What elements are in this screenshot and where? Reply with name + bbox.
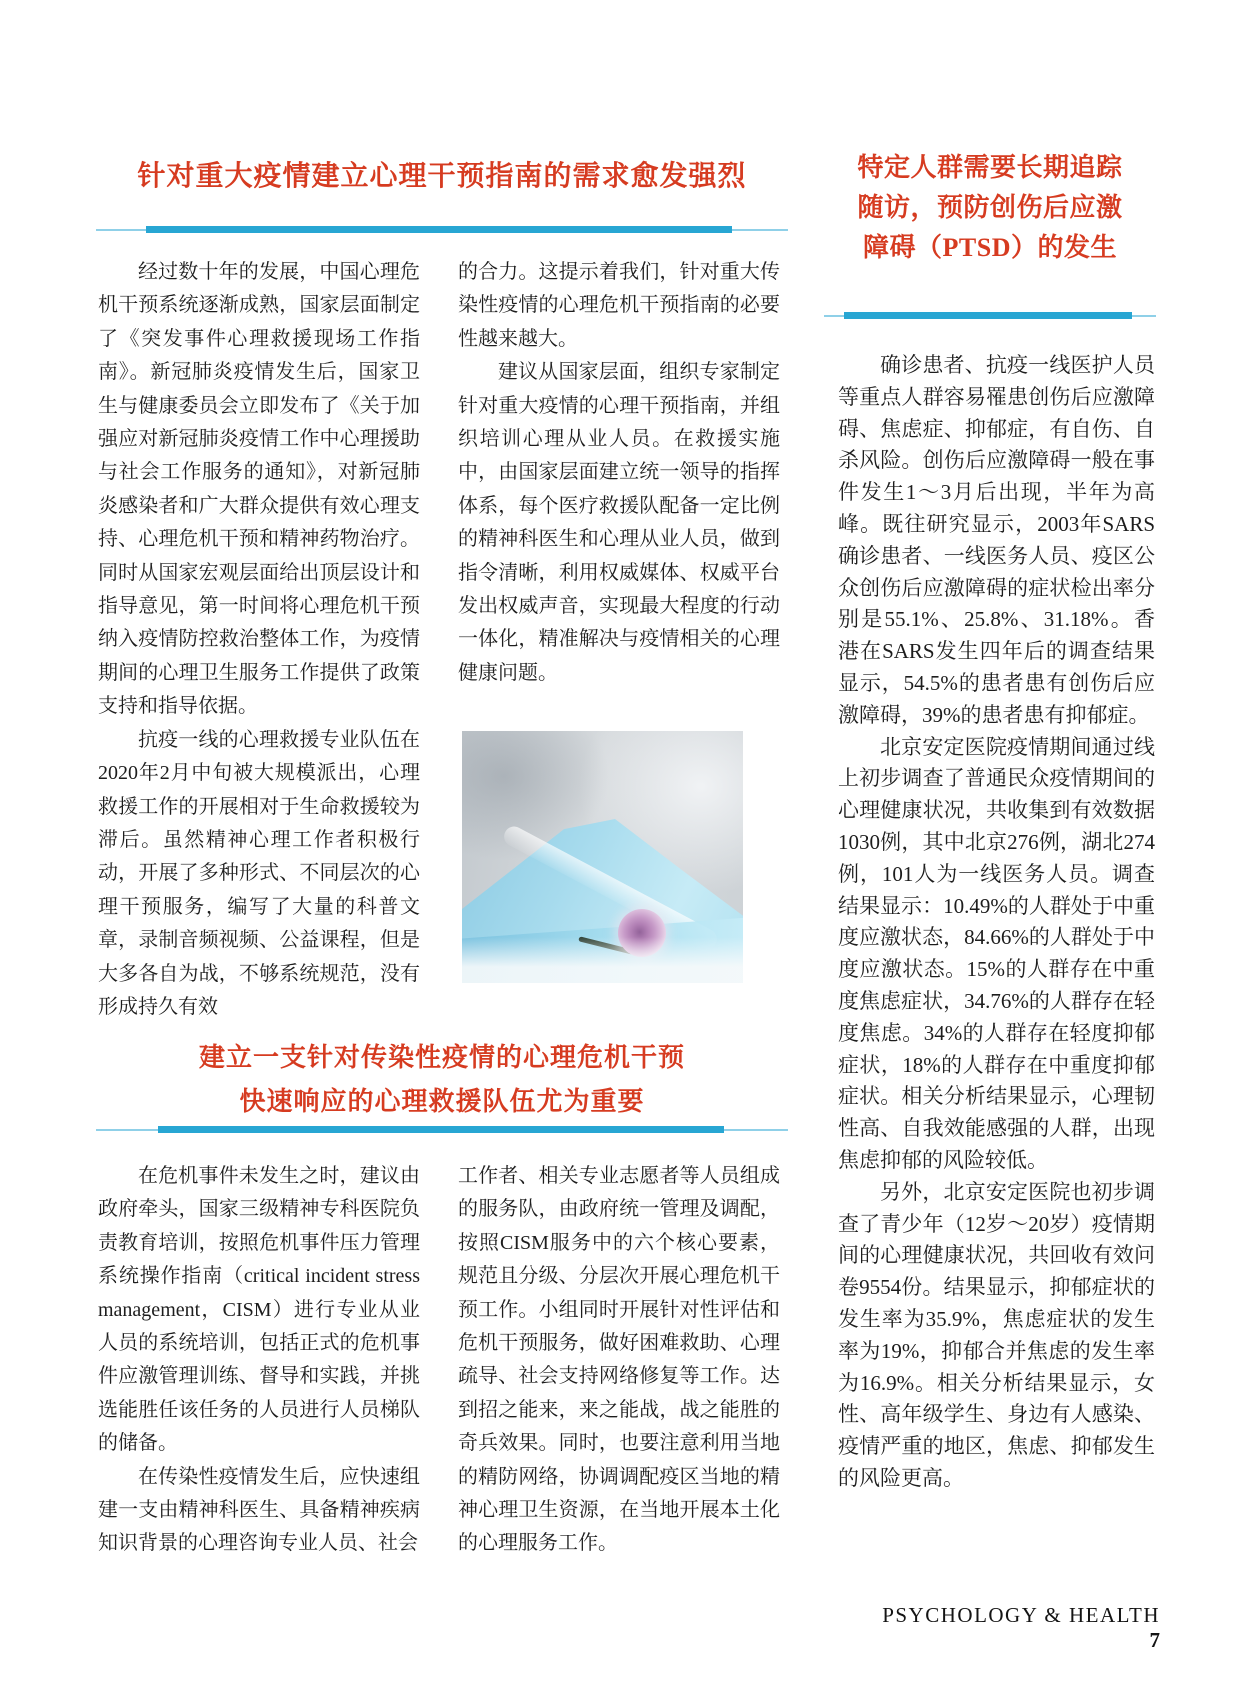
- paragraph: 抗疫一线的心理救援专业队伍在2020年2月中旬被大规模派出，心理救援工作的开展相对于生命救援较为滞后。虽然精神心理工作者积极行动，开展了多种形式、不同层次的心理干预服务，编写了大量的科普文章，录制音频视频、公益课程，但是大多各自为战，不够系统规范，没有形成持久有效: [98, 728, 420, 1018]
- divider-thick-line: [844, 312, 1132, 319]
- section-divider-rule: [96, 1126, 788, 1134]
- divider-thick-line: [146, 226, 732, 233]
- section-title-ptsd: [822, 148, 1158, 268]
- section-divider-rule: [824, 312, 1156, 320]
- page-number: 7: [1149, 1628, 1160, 1652]
- title-line: 建立一支针对传染性疫情的心理危机干预: [198, 1043, 685, 1072]
- paragraph: 工作者、相关专业志愿者等人员组成的服务队，由政府统一管理及调配，按照CISM服务中的六个核心要素，规范且分级、分层次开展心理危机干预工作。小组同时开展针对性评估和危机干预服务，做好困难救助、心理疏导、社会支持网络修复等工作。达到招之能来，来之能战，战之能胜的奇兵效果。同时，也要注意利用当地的精防网络，协调调配疫区当地的精神心理卫生资源，在当地开展本土化的心理服务工作。: [458, 1165, 780, 1555]
- team-column-1: [98, 1160, 420, 1561]
- guideline-column-1: [98, 256, 420, 1024]
- section-title-team: [96, 1036, 788, 1124]
- section-title-guideline: 针对重大疫情建立心理干预指南的需求愈发强烈: [137, 161, 747, 192]
- paragraph: 建议从国家层面，组织专家制定针对重大疫情的心理干预指南，并组织培训心理从业人员。在救援实施中，由国家层面建立统一领导的指挥体系，每个医疗救援队配备一定比例的精神科医生和心理从业人员，做到指令清晰，利用权威媒体、权威平台发出权威声音，实现最大程度的行动一体化，精准解决与疫情相关的心理健康问题。: [458, 361, 780, 684]
- ptsd-column: [838, 350, 1155, 1495]
- title-line: 特定人群需要长期追踪: [857, 153, 1123, 182]
- page-footer: [860, 1603, 1160, 1653]
- title-line: 快速响应的心理救援队伍尤为重要: [239, 1087, 645, 1116]
- divider-thick-line: [158, 1126, 724, 1133]
- section-divider-rule: [96, 226, 788, 234]
- title-line: 障碍（PTSD）的发生: [863, 233, 1117, 262]
- paragraph: 北京安定医院疫情期间通过线上初步调查了普通民众疫情期间的心理健康状况，共收集到有效数据1030例，其中北京276例，湖北274例，101人为一线医务人员。调查结果显示：10.49%的人群处于中重度应激状态，84.66%的人群处于中度应激状态。15%的人群存在中重度焦虑症状，34.76%的人群存在轻度焦虑。34%的人群存在轻度抑郁症状，18%的人群存在中重度抑郁症状。相关分析结果显示，心理韧性高、自我效能感强的人群，出现焦虑抑郁的风险较低。: [838, 734, 1155, 1172]
- photo-foreground-blur: [462, 937, 743, 983]
- paragraph: 另外，北京安定医院也初步调查了青少年（12岁～20岁）疫情期间的心理健康状况，共回收有效问卷9554份。结果显示，抑郁症状的发生率为35.9%，焦虑症状的发生率为19%，抑郁合并焦虑的发生率为16.9%。相关分析结果显示，女性、高年级学生、身边有人感染、疫情严重的地区，焦虑、抑郁发生的风险更高。: [838, 1179, 1155, 1490]
- team-column-2: [458, 1160, 780, 1561]
- paragraph: 在传染性疫情发生后，应快速组建一支由精神科医生、具备精神疾病知识背景的心理咨询专业人员、社会: [98, 1465, 420, 1555]
- paragraph: 确诊患者、抗疫一线医护人员等重点人群容易罹患创伤后应激障碍、焦虑症、抑郁症，有自伤、自杀风险。创伤后应激障碍一般在事件发生1～3月后出现，半年为高峰。既往研究显示，2003年SARS确诊患者、一线医务人员、疫区公众创伤后应激障碍的症状检出率分别是55.1%、25.8%、31.18%。香港在SARS发生四年后的调查结果显示，54.5%的患者患有创伤后应激障碍，39%的患者患有抑郁症。: [838, 353, 1155, 727]
- paragraph: 的合力。这提示着我们，针对重大传染性疫情的心理危机干预指南的必要性越来越大。: [458, 261, 780, 350]
- paragraph: 在危机事件未发生之时，建议由政府牵头，国家三级精神专科医院负责教育培训，按照危机事件压力管理系统操作指南（critical incident stress management，CISM）进行专业从业人员的系统培训，包括正式的危机事件应激管理训练、督导和实践，并挑选能胜任该任务的人员进行人员梯队的储备。: [98, 1165, 420, 1455]
- guideline-column-2: [458, 256, 780, 690]
- mask-flower-photo: [462, 731, 743, 983]
- paragraph: 经过数十年的发展，中国心理危机干预系统逐渐成熟，国家层面制定了《突发事件心理救援现场工作指南》。新冠肺炎疫情发生后，国家卫生与健康委员会立即发布了《关于加强应对新冠肺炎疫情工作中心理援助与社会工作服务的通知》，对新冠肺炎感染者和广大群众提供有效心理支持、心理危机干预和精神药物治疗。同时从国家宏观层面给出顶层设计和指导意见，第一时间将心理危机干预纳入疫情防控救治整体工作，为疫情期间的心理卫生服务工作提供了政策支持和指导依据。: [98, 261, 420, 718]
- journal-name: PSYCHOLOGY & HEALTH: [882, 1603, 1160, 1627]
- title-line: 随访，预防创伤后应激: [857, 193, 1123, 222]
